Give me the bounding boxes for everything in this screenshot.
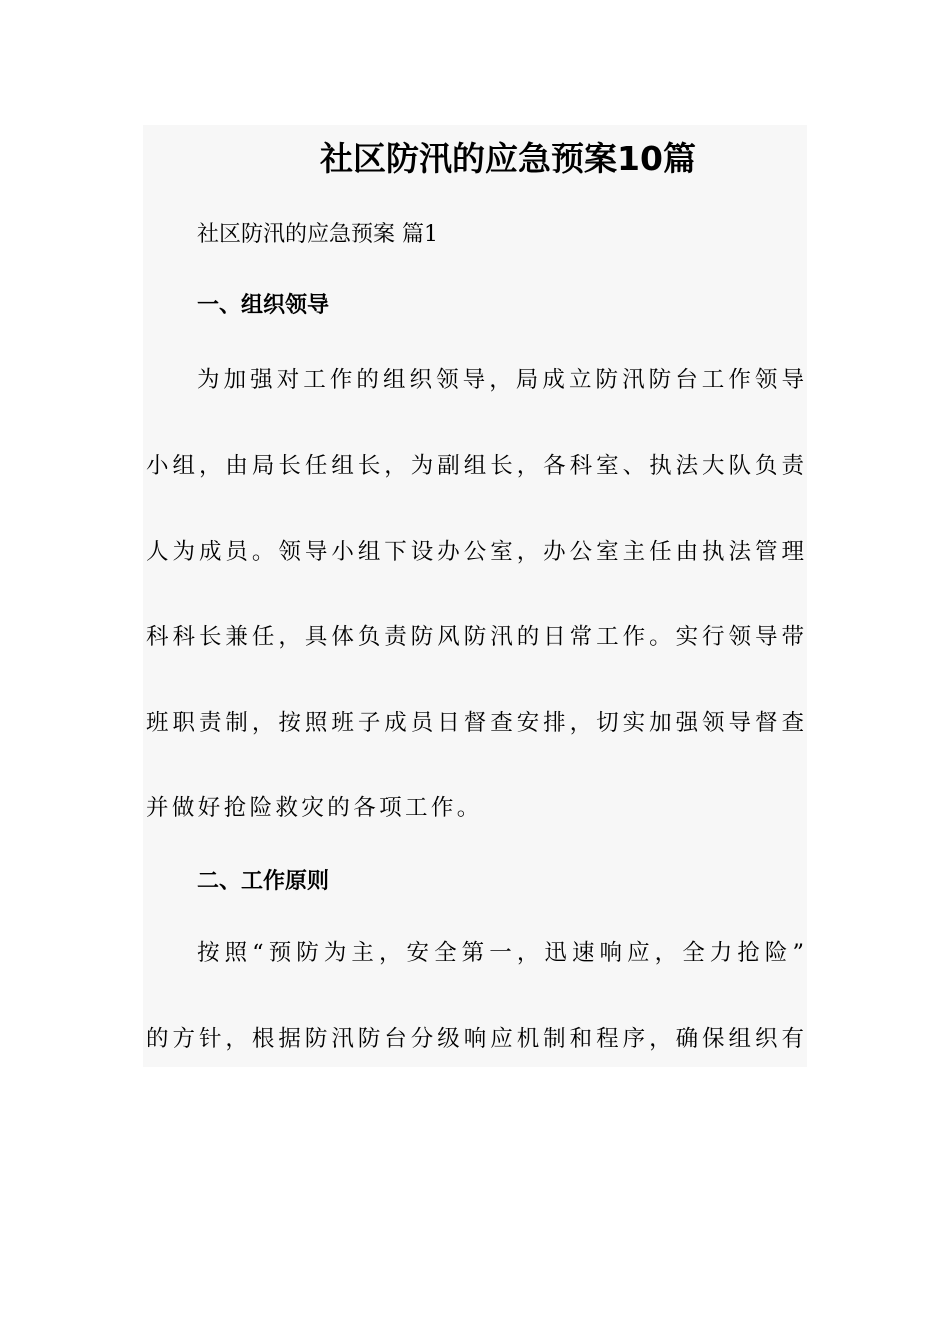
document-title: 社区防汛的应急预案10篇: [320, 139, 696, 178]
paragraph-line: 班职责制，按照班子成员日督查安排，切实加强领导督查: [146, 710, 804, 736]
heading-work-principles: 二、工作原则: [197, 869, 330, 894]
paragraph-line: 的方针，根据防汛防台分级响应机制和程序，确保组织有: [146, 1026, 804, 1052]
paragraph-line: 小组，由局长任组长，为副组长，各科室、执法大队负责: [146, 453, 804, 479]
paragraph-line: 按照“预防为主，安全第一，迅速响应，全力抢险”: [197, 940, 804, 966]
paragraph-line: 并做好抢险救灾的各项工作。: [146, 795, 483, 821]
paragraph-line: 为加强对工作的组织领导，局成立防汛防台工作领导: [197, 367, 804, 393]
document-page: [143, 125, 807, 1067]
paragraph-line: 人为成员。领导小组下设办公室，办公室主任由执法管理: [146, 539, 804, 565]
paragraph-line: 科科长兼任，具体负责防风防汛的日常工作。实行领导带: [146, 624, 804, 650]
section-title: 社区防汛的应急预案 篇1: [197, 222, 438, 247]
heading-organization-leadership: 一、组织领导: [197, 293, 330, 318]
